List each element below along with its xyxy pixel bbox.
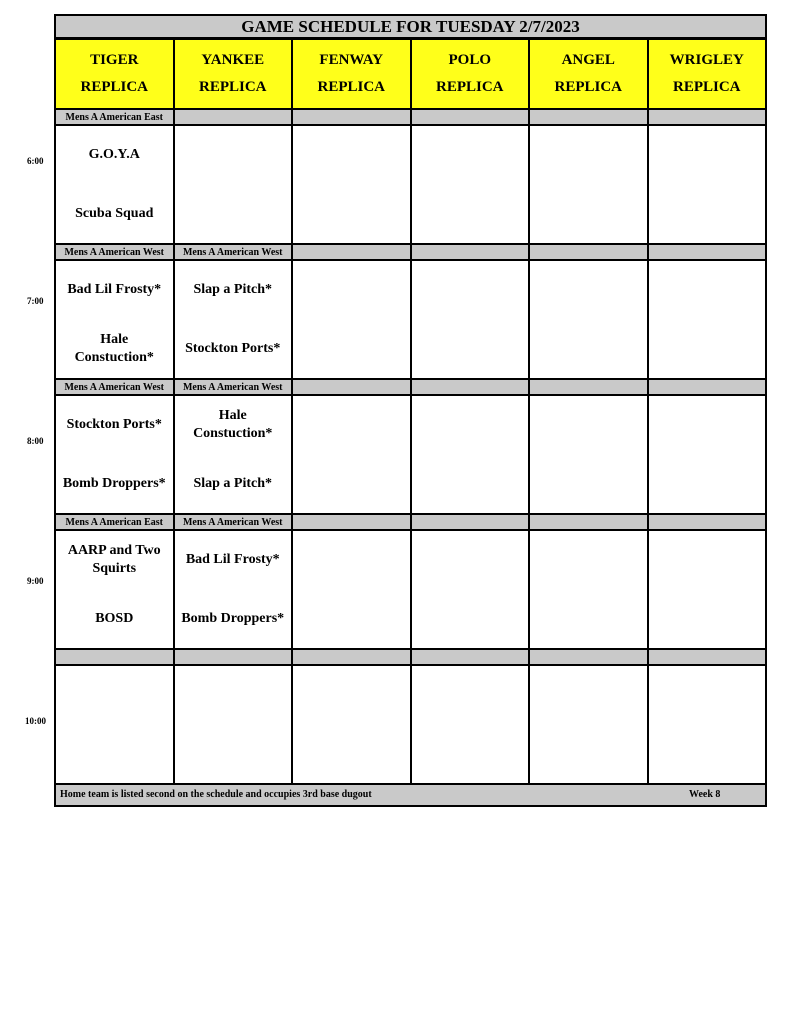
game-slot-row [55, 260, 766, 379]
away-team: AARP and Two Squirts [67, 543, 161, 577]
division-label [648, 379, 767, 395]
away-team [649, 136, 766, 174]
away-team [293, 541, 410, 579]
division-label: Mens A American West [55, 379, 174, 395]
away-team [412, 676, 529, 714]
game-cell [411, 665, 530, 784]
game-cell [292, 395, 411, 514]
division-label: Mens A American West [174, 379, 293, 395]
home-team: Slap a Pitch* [193, 475, 273, 491]
game-cell [529, 530, 648, 649]
division-label [648, 649, 767, 665]
home-team [530, 600, 647, 638]
away-team: Stockton Ports* [66, 417, 162, 433]
division-row [55, 379, 766, 395]
division-label [648, 244, 767, 260]
away-team: G.O.Y.A [88, 147, 140, 163]
away-team: Slap a Pitch* [193, 282, 273, 298]
field-name: POLO [448, 52, 491, 68]
division-label [529, 514, 648, 530]
field-name: TIGER [90, 52, 139, 68]
time-label-10: 10:00 [25, 716, 46, 726]
division-label: Mens A American East [55, 514, 174, 530]
home-team [649, 465, 766, 503]
away-team [293, 136, 410, 174]
field-sub: REPLICA [80, 79, 148, 95]
division-label [174, 649, 293, 665]
division-label [292, 244, 411, 260]
field-sub: REPLICA [672, 79, 741, 95]
game-cell [292, 665, 411, 784]
field-name: YANKEE [201, 52, 265, 68]
home-team: Hale Constuction* [74, 331, 154, 365]
division-label [292, 649, 411, 665]
field-header [292, 39, 411, 109]
home-team: Bomb Droppers* [181, 610, 285, 626]
game-cell [529, 665, 648, 784]
home-team: BOSD [95, 610, 134, 626]
division-label: Mens A American West [55, 244, 174, 260]
away-team [175, 136, 292, 174]
away-team [530, 406, 647, 444]
game-cell [292, 260, 411, 379]
home-team [412, 465, 529, 503]
away-team [412, 271, 529, 309]
field-header-row [55, 39, 766, 109]
time-label-9: 9:00 [27, 576, 44, 586]
away-team [649, 541, 766, 579]
division-label [55, 649, 174, 665]
division-label [292, 514, 411, 530]
page-title: GAME SCHEDULE FOR TUESDAY 2/7/2023 [54, 14, 767, 38]
game-cell [411, 395, 530, 514]
home-team [649, 195, 766, 233]
home-team [175, 735, 292, 773]
home-team [293, 195, 410, 233]
home-team [530, 465, 647, 503]
game-cell [411, 530, 530, 649]
away-team [175, 676, 292, 714]
division-label [411, 379, 530, 395]
game-cell [648, 665, 767, 784]
away-team: Bad Lil Frosty* [185, 552, 280, 568]
field-header [55, 39, 174, 109]
division-row [55, 514, 766, 530]
division-label [411, 244, 530, 260]
away-team [530, 271, 647, 309]
home-team [649, 330, 766, 368]
home-team [412, 330, 529, 368]
game-slot-row [55, 665, 766, 784]
field-name: FENWAY [319, 52, 384, 68]
division-row [55, 109, 766, 125]
division-label [292, 379, 411, 395]
footer-bar [54, 783, 767, 807]
away-team [530, 676, 647, 714]
game-cell [55, 665, 174, 784]
game-cell [55, 125, 174, 244]
division-label [648, 109, 767, 125]
game-cell [55, 530, 174, 649]
game-cell [648, 395, 767, 514]
division-label [411, 514, 530, 530]
game-cell [529, 395, 648, 514]
field-name: WRIGLEY [669, 52, 744, 68]
game-cell [55, 395, 174, 514]
time-label-8: 8:00 [27, 436, 44, 446]
division-label [529, 379, 648, 395]
game-cell [174, 665, 293, 784]
field-header [648, 39, 767, 109]
home-team [293, 600, 410, 638]
home-team [293, 465, 410, 503]
away-team [56, 676, 173, 714]
division-label: Mens A American West [174, 514, 293, 530]
time-label-7: 7:00 [27, 296, 44, 306]
away-team [649, 676, 766, 714]
division-label [411, 649, 530, 665]
home-team [530, 195, 647, 233]
game-cell [292, 125, 411, 244]
home-team [649, 600, 766, 638]
game-cell [174, 530, 293, 649]
away-team: Hale Constuction* [193, 408, 273, 442]
game-cell [174, 125, 293, 244]
field-sub: REPLICA [435, 79, 504, 95]
home-team [293, 735, 410, 773]
division-label [529, 649, 648, 665]
field-header [411, 39, 530, 109]
game-cell [411, 125, 530, 244]
away-team [293, 406, 410, 444]
away-team [649, 271, 766, 309]
away-team [412, 406, 529, 444]
home-team-note: Home team is listed second on the schedule and occupies 3rd base dugout [60, 789, 372, 800]
game-cell [174, 395, 293, 514]
division-row [55, 649, 766, 665]
game-cell [411, 260, 530, 379]
division-label [529, 244, 648, 260]
home-team [649, 735, 766, 773]
away-team [293, 676, 410, 714]
division-label [174, 109, 293, 125]
schedule-sheet [54, 14, 767, 807]
division-row [55, 244, 766, 260]
field-name: ANGEL [561, 52, 615, 68]
home-team: Scuba Squad [75, 205, 154, 221]
field-sub: REPLICA [198, 79, 267, 95]
home-team: Bomb Droppers* [62, 475, 166, 491]
home-team [412, 735, 529, 773]
away-team [293, 271, 410, 309]
away-team [649, 406, 766, 444]
home-team [56, 735, 173, 773]
home-team [175, 195, 292, 233]
game-cell [648, 125, 767, 244]
division-label: Mens A American West [174, 244, 293, 260]
game-cell [529, 260, 648, 379]
time-label-6: 6:00 [27, 156, 44, 166]
game-slot-row [55, 125, 766, 244]
division-label: Mens A American East [55, 109, 174, 125]
game-cell [529, 125, 648, 244]
home-team [412, 195, 529, 233]
game-slot-row [55, 530, 766, 649]
away-team: Bad Lil Frosty* [67, 282, 162, 298]
week-label: Week 8 [689, 789, 721, 800]
game-cell [55, 260, 174, 379]
game-cell [648, 260, 767, 379]
game-cell [648, 530, 767, 649]
division-label [292, 109, 411, 125]
division-label [648, 514, 767, 530]
away-team [412, 136, 529, 174]
schedule-table [54, 38, 767, 785]
game-cell [292, 530, 411, 649]
home-team [530, 735, 647, 773]
away-team [530, 136, 647, 174]
game-cell [174, 260, 293, 379]
home-team [412, 600, 529, 638]
home-team [530, 330, 647, 368]
division-label [411, 109, 530, 125]
home-team: Stockton Ports* [185, 340, 281, 356]
field-sub: REPLICA [554, 79, 622, 95]
field-header [174, 39, 293, 109]
away-team [530, 541, 647, 579]
field-header [529, 39, 648, 109]
away-team [412, 541, 529, 579]
home-team [293, 330, 410, 368]
field-sub: REPLICA [317, 79, 385, 95]
game-slot-row [55, 395, 766, 514]
division-label [529, 109, 648, 125]
